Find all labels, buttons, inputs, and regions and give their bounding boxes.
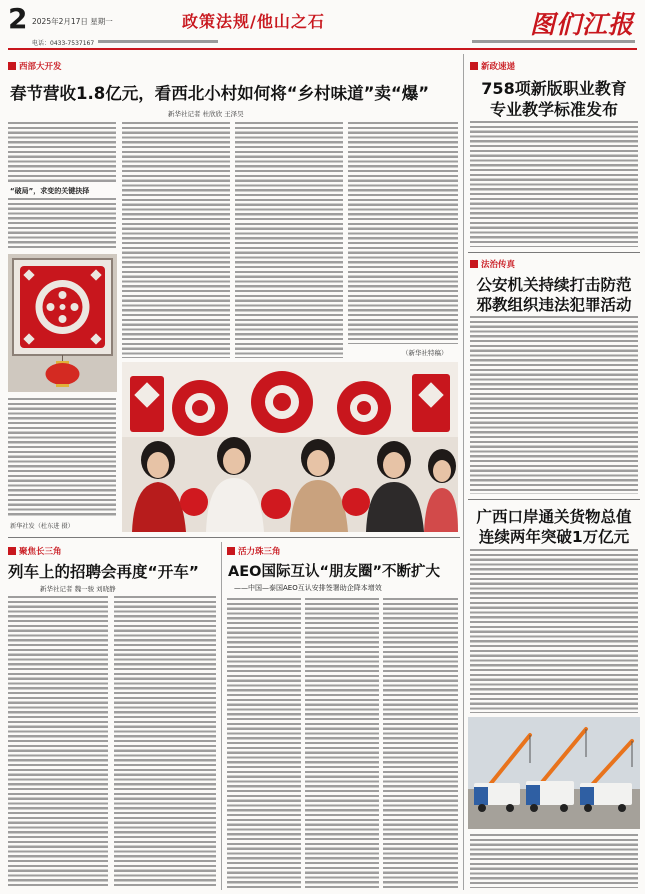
lead-body-text [8,198,116,250]
law-headline-line-2: 邪教组织违法犯罪活动 [476,296,632,314]
policy-headline-line-2: 专业教学标准发布 [489,100,618,119]
section-label-legal-news [470,258,515,270]
train-job-fair-headline: 列车上的招聘会再度“开车” [8,563,199,581]
lead-photo-women-papercuts [122,362,458,532]
contact-phone: 电话：0433-7537167 [32,40,95,47]
red-lantern [46,363,80,385]
section-label-west-development [8,60,62,72]
lead-body-text [8,122,116,182]
policy-body-text [470,121,638,247]
lead-body-text [122,122,230,358]
main-right-divider [463,54,464,890]
lead-subhead: “破局”，求变的关键抉择 [10,187,90,195]
right-column-divider [468,252,640,253]
trade-photo-caption-text [470,834,638,888]
section-title: 政策法规/他山之石 [182,12,325,31]
contact-details-text [98,40,218,43]
section-label-text: 新政速递 [481,62,516,72]
lead-bottom-divider [8,537,460,538]
section-marker-icon [8,62,16,70]
trade-headline-line-2: 连续两年突破1万亿元 [478,528,630,546]
lead-source-tag: （新华社特稿） [402,349,448,357]
section-marker-icon [470,260,478,268]
truck-bodies [474,781,632,805]
aeo-body-text [305,598,379,888]
editor-credits-text [472,40,635,43]
trade-headline-line-1: 广西口岸通关货物总值 [476,508,632,526]
masthead: 图们江报 [530,10,635,39]
issue-date: 2025年2月17日 星期一 [32,17,113,26]
lead-body-text [348,122,458,344]
section-marker-icon [227,547,235,555]
trade-photo-port-cranes [468,717,640,829]
aeo-body-text [383,598,458,888]
lantern-base [56,384,69,387]
lead-headline: 春节营收1.8亿元，看西北小村如何将“乡村味道”卖“爆” [10,84,430,103]
right-column-divider [468,499,640,500]
lead-photo-caption-text [8,398,116,516]
aeo-headline: AEO国际互认“朋友圈”不断扩大 [228,564,441,580]
section-marker-icon [470,62,478,70]
section-label-policy-express [470,60,515,72]
header-rule [8,48,637,50]
section-label-yangtze-delta [8,545,62,557]
section-marker-icon [8,547,16,555]
section-label-text: 法治传真 [481,260,516,270]
law-headline-line-1: 公安机关持续打击防范 [476,276,632,294]
section-label-text: 聚焦长三角 [19,547,62,557]
law-body-text [470,316,638,494]
bottom-stories-divider [221,542,222,890]
lead-body-text [235,122,343,358]
section-label-text: 活力珠三角 [238,547,281,557]
train-job-fair-body-text [114,596,216,888]
trade-body-text [470,549,638,713]
lead-photo-credit: 新华社发（杜东进 摄） [10,523,74,530]
lead-photo-papercut-window [8,254,117,392]
train-job-fair-byline: 新华社记者 魏一骏 刘晓静 [40,585,116,593]
page-number: 2 [8,2,28,35]
section-label-text: 西部大开发 [19,62,62,72]
policy-headline-line-1: 758项新版职业教育 [481,79,627,98]
section-label-pearl-delta [227,545,281,557]
aeo-subhead: ——中国—泰国AEO互认安排签署助企降本增效 [234,584,382,592]
aeo-body-text [227,598,301,888]
train-job-fair-body-text [8,596,108,888]
lead-byline: 新华社记者 杜欣欣 王泽昊 [168,110,244,118]
